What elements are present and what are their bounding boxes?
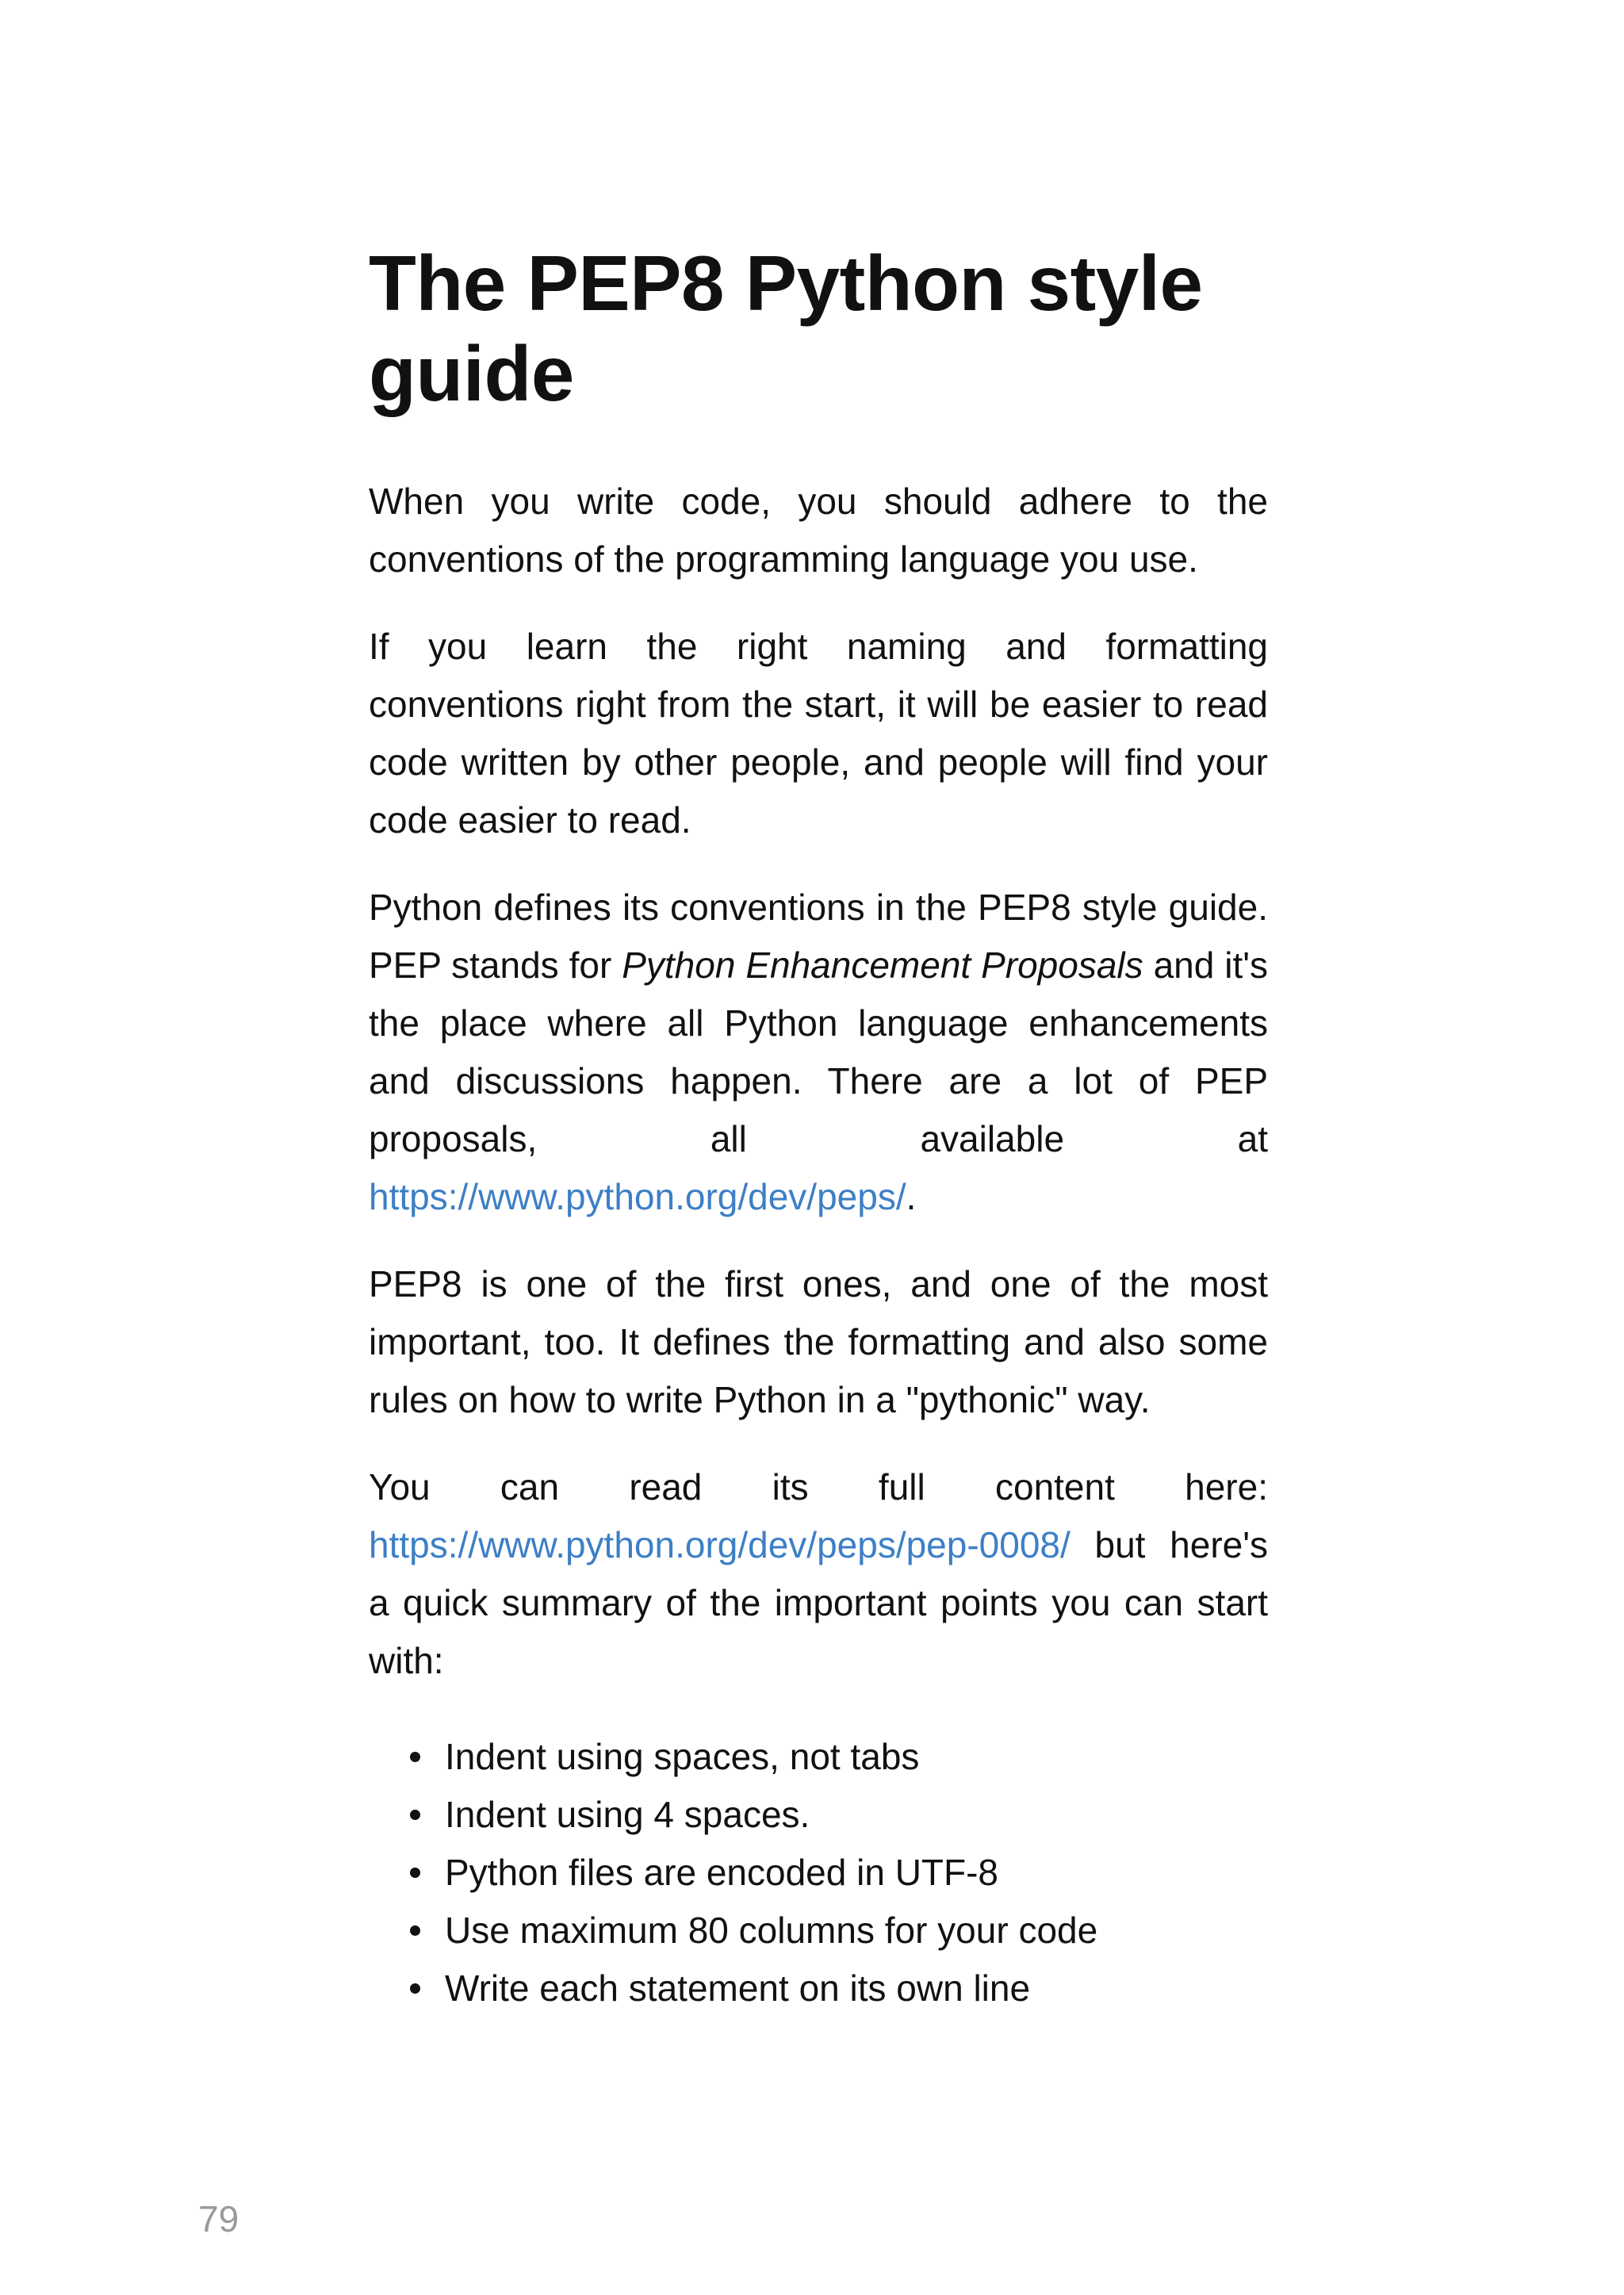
bullet-item xyxy=(445,1728,1268,1786)
bullet-dot-icon xyxy=(410,1983,420,1994)
bullet-text: Write each statement on its own line xyxy=(445,1967,1031,2009)
bullet-item xyxy=(445,1786,1268,1844)
bullet-text: Indent using spaces, not tabs xyxy=(445,1736,920,1777)
summary-bullet-list xyxy=(369,1728,1268,2017)
read-more-text-after: but here's a quick summary of the important points you can start with: xyxy=(369,1524,1268,1681)
bullet-dot-icon xyxy=(410,1810,420,1820)
bullet-item xyxy=(445,1902,1268,1960)
bullet-item xyxy=(445,1844,1268,1902)
paragraph-conventions: If you learn the right naming and formatting conventions right from the start, it will be easier to read code written by other people, and people will find your code easier to read. xyxy=(369,626,1268,841)
body-text xyxy=(369,473,1268,1690)
bullet-item xyxy=(445,1960,1268,2017)
read-more-text-before: You can read its full content here: xyxy=(369,1466,1268,1508)
pep-text-after: . xyxy=(906,1176,917,1217)
bullet-text: Use maximum 80 columns for your code xyxy=(445,1910,1098,1951)
page-content xyxy=(369,238,1268,2017)
paragraph-pep-definition xyxy=(369,879,1268,1226)
page-title: The PEP8 Python style guide xyxy=(369,239,1203,417)
bullet-dot-icon xyxy=(410,1752,420,1762)
peps-link[interactable]: https://www.python.org/dev/peps/ xyxy=(369,1176,906,1217)
bullet-dot-icon xyxy=(410,1925,420,1936)
bullet-text: Indent using 4 spaces. xyxy=(445,1794,810,1835)
paragraph-intro: When you write code, you should adhere to the conventions of the programming language you use. xyxy=(369,481,1268,580)
bullet-dot-icon xyxy=(410,1868,420,1878)
paragraph-read-more xyxy=(369,1458,1268,1690)
paragraph-pep8-importance: PEP8 is one of the first ones, and one of the most important, too. It defines the formatting and also some rules on how to write Python in a "pythonic" way. xyxy=(369,1263,1268,1420)
bullet-text: Python files are encoded in UTF-8 xyxy=(445,1852,999,1893)
pep-text-middle: and it's the place where all Python language enhancements and discussions happen. There are a lot of PEP proposals, all available at xyxy=(369,944,1269,1159)
pep-italic-term: Python Enhancement Proposals xyxy=(622,944,1143,986)
pep8-link[interactable]: https://www.python.org/dev/peps/pep-0008/ xyxy=(369,1524,1071,1565)
pep-text-before: Python defines its conventions in the PEP8 style guide. PEP stands for xyxy=(369,887,1268,986)
page-number: 79 xyxy=(198,2198,239,2239)
